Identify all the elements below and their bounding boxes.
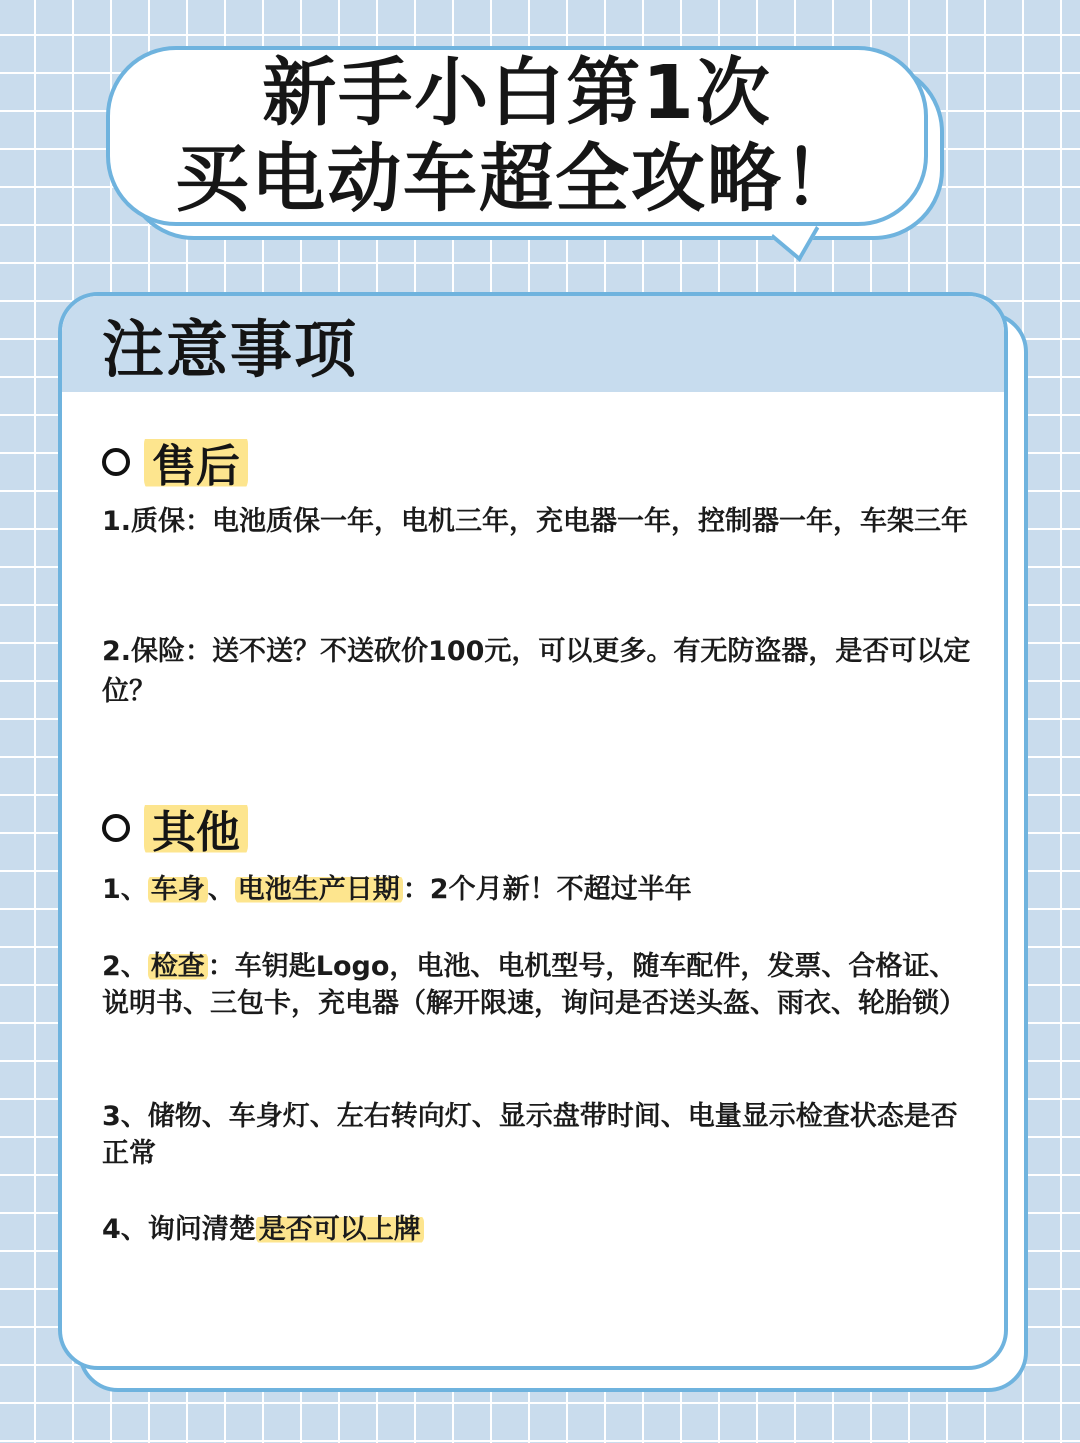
section-after-sales: [102, 430, 248, 494]
item-rest: ：2个月新！不超过半年: [402, 874, 692, 905]
highlight-text: 车身: [148, 874, 208, 905]
other-item-1: [102, 870, 982, 910]
item-prefix: 2、: [102, 951, 148, 982]
circle-bullet-icon: [102, 814, 130, 842]
highlight-text: 电池生产日期: [235, 874, 403, 905]
after-sales-item-2: 2.保险：送不送？不送砍价100元，可以更多。有无防盗器，是否可以定位？: [102, 636, 971, 707]
item-prefix: 1、: [102, 874, 148, 905]
other-item-4: [102, 1210, 982, 1250]
item-sep: 、: [207, 874, 235, 905]
section-label: 其他: [144, 796, 248, 860]
other-item-2: [102, 948, 982, 1022]
highlight-text: 是否可以上牌: [256, 1214, 424, 1245]
notes-card: [58, 292, 1008, 1370]
circle-bullet-icon: [102, 448, 130, 476]
highlight-text: 检查: [148, 951, 208, 982]
card-header: [62, 296, 1004, 392]
title-line-1: 新手小白第1次: [262, 50, 772, 136]
section-label: 售后: [144, 430, 248, 494]
after-sales-item-1: 1.质保：电池质保一年，电机三年，充电器一年，控制器一年，车架三年: [102, 506, 969, 537]
title-bubble: [106, 46, 928, 226]
title-line-2: 买电动车超全攻略！: [175, 136, 859, 222]
other-item-3: 3、储物、车身灯、左右转向灯、显示盘带时间、电量显示检查状态是否正常: [102, 1101, 958, 1169]
item-prefix: 4、询问清楚: [102, 1214, 256, 1245]
card-title: 注意事项: [102, 312, 359, 386]
section-other: [102, 796, 248, 860]
item-rest: ：车钥匙Logo，电池、电机型号，随车配件，发票、合格证、说明书、三包卡，充电器（解开限速，询问是否送头盔、雨衣、轮胎锁）: [102, 951, 966, 1019]
